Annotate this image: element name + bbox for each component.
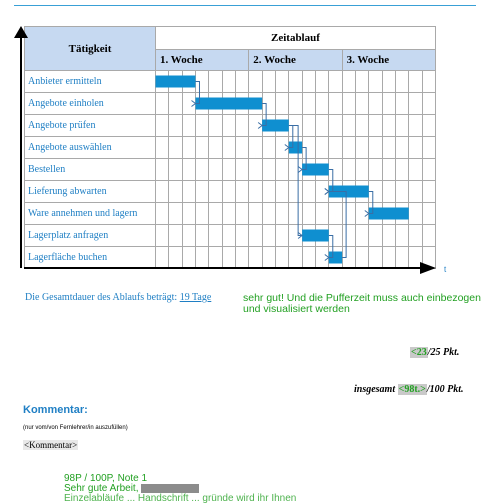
- day-cell: [209, 71, 222, 93]
- time-axis-arrow: [420, 262, 436, 274]
- day-cell: [182, 115, 195, 137]
- day-cell: [422, 93, 435, 115]
- day-cell: [342, 93, 355, 115]
- day-cell: [275, 115, 288, 137]
- day-cell: [249, 247, 262, 269]
- day-cell: [302, 225, 315, 247]
- day-cell: [329, 137, 342, 159]
- activity-row: [25, 203, 436, 225]
- day-cell: [329, 93, 342, 115]
- day-cell: [182, 93, 195, 115]
- day-cell: [195, 247, 208, 269]
- day-cell: [262, 159, 275, 181]
- day-cell: [315, 247, 328, 269]
- day-cell: [409, 137, 422, 159]
- day-cell: [156, 181, 169, 203]
- day-cell: [209, 181, 222, 203]
- day-cell: [422, 203, 435, 225]
- day-cell: [302, 247, 315, 269]
- day-cell: [289, 71, 302, 93]
- day-cell: [195, 159, 208, 181]
- day-cell: [262, 203, 275, 225]
- day-cell: [169, 137, 182, 159]
- day-cell: [169, 71, 182, 93]
- day-cell: [169, 159, 182, 181]
- day-cell: [209, 137, 222, 159]
- day-cell: [209, 115, 222, 137]
- day-cell: [315, 225, 328, 247]
- day-cell: [169, 93, 182, 115]
- day-cell: [382, 203, 395, 225]
- day-cell: [395, 71, 408, 93]
- day-cell: [355, 181, 368, 203]
- activity-row: [25, 115, 436, 137]
- day-cell: [235, 247, 248, 269]
- day-cell: [382, 93, 395, 115]
- day-cell: [262, 115, 275, 137]
- day-cell: [235, 115, 248, 137]
- day-cell: [209, 225, 222, 247]
- day-cell: [329, 159, 342, 181]
- day-cell: [395, 247, 408, 269]
- day-cell: [329, 115, 342, 137]
- day-cell: [329, 71, 342, 93]
- activity-label: Lagerfläche buchen: [25, 247, 156, 269]
- day-cell: [275, 203, 288, 225]
- day-cell: [262, 137, 275, 159]
- day-cell: [209, 247, 222, 269]
- day-cell: [382, 115, 395, 137]
- day-cell: [195, 93, 208, 115]
- day-cell: [395, 93, 408, 115]
- day-cell: [235, 181, 248, 203]
- day-cell: [302, 203, 315, 225]
- day-cell: [169, 115, 182, 137]
- day-cell: [289, 115, 302, 137]
- day-cell: [329, 247, 342, 269]
- day-cell: [409, 225, 422, 247]
- partial-score: [410, 347, 459, 358]
- day-cell: [302, 93, 315, 115]
- day-cell: [182, 225, 195, 247]
- activity-label: Bestellen: [25, 159, 156, 181]
- day-cell: [289, 137, 302, 159]
- day-cell: [382, 159, 395, 181]
- day-cell: [222, 225, 235, 247]
- day-cell: [289, 93, 302, 115]
- day-cell: [275, 247, 288, 269]
- day-cell: [235, 137, 248, 159]
- day-cell: [342, 71, 355, 93]
- day-cell: [209, 93, 222, 115]
- day-cell: [409, 115, 422, 137]
- activity-label: Angebote einholen: [25, 93, 156, 115]
- day-cell: [235, 93, 248, 115]
- day-cell: [156, 225, 169, 247]
- day-cell: [422, 181, 435, 203]
- day-cell: [342, 159, 355, 181]
- day-cell: [355, 93, 368, 115]
- comment-title: Kommentar:: [23, 404, 88, 416]
- day-cell: [369, 247, 382, 269]
- day-cell: [289, 203, 302, 225]
- week-header: 2. Woche: [249, 50, 342, 71]
- day-cell: [235, 71, 248, 93]
- day-cell: [342, 225, 355, 247]
- time-header: Zeitablauf: [156, 27, 436, 50]
- day-cell: [235, 159, 248, 181]
- day-cell: [302, 71, 315, 93]
- partial-score-suffix: /25 Pkt.: [427, 347, 460, 358]
- day-cell: [409, 93, 422, 115]
- day-cell: [382, 247, 395, 269]
- day-cell: [355, 247, 368, 269]
- day-cell: [342, 247, 355, 269]
- day-cell: [315, 181, 328, 203]
- day-cell: [249, 137, 262, 159]
- activity-label: Anbieter ermitteln: [25, 71, 156, 93]
- day-cell: [195, 71, 208, 93]
- day-cell: [369, 181, 382, 203]
- day-cell: [156, 137, 169, 159]
- day-cell: [195, 115, 208, 137]
- time-axis: [24, 267, 428, 269]
- total-score-value: 98: [404, 384, 415, 395]
- day-cell: [422, 159, 435, 181]
- day-cell: [355, 115, 368, 137]
- day-cell: [409, 71, 422, 93]
- day-cell: [235, 203, 248, 225]
- day-cell: [249, 181, 262, 203]
- day-cell: [355, 137, 368, 159]
- day-cell: [342, 181, 355, 203]
- day-cell: [156, 203, 169, 225]
- day-cell: [209, 159, 222, 181]
- day-cell: [395, 181, 408, 203]
- day-cell: [195, 203, 208, 225]
- day-cell: [315, 137, 328, 159]
- day-cell: [422, 71, 435, 93]
- day-cell: [369, 137, 382, 159]
- day-cell: [289, 225, 302, 247]
- top-rule: [14, 5, 476, 6]
- comment-field[interactable]: <Kommentar>: [24, 440, 78, 450]
- day-cell: [342, 137, 355, 159]
- day-cell: [195, 225, 208, 247]
- day-cell: [395, 225, 408, 247]
- day-cell: [195, 137, 208, 159]
- grader-feedback: sehr gut! Und die Pufferzeit muss auch einbezogen und visualisiert werden: [243, 292, 481, 315]
- day-cell: [182, 203, 195, 225]
- day-cell: [275, 159, 288, 181]
- day-cell: [302, 181, 315, 203]
- day-cell: [369, 203, 382, 225]
- final-comment-line1: 98P / 100P, Note 1: [64, 473, 148, 484]
- day-cell: [169, 181, 182, 203]
- day-cell: [169, 225, 182, 247]
- activity-row: [25, 247, 436, 269]
- day-cell: [156, 93, 169, 115]
- day-cell: [422, 115, 435, 137]
- day-cell: [369, 159, 382, 181]
- day-cell: [315, 93, 328, 115]
- day-cell: [222, 137, 235, 159]
- day-cell: [315, 71, 328, 93]
- day-cell: [182, 137, 195, 159]
- day-cell: [315, 159, 328, 181]
- day-cell: [222, 203, 235, 225]
- total-score-label: insgesamt: [354, 384, 396, 395]
- day-cell: [249, 225, 262, 247]
- day-cell: [262, 71, 275, 93]
- duration-value: 19 Tage: [179, 292, 212, 303]
- partial-score-field[interactable]: [410, 347, 428, 358]
- day-cell: [329, 203, 342, 225]
- day-cell: [222, 71, 235, 93]
- day-cell: [156, 159, 169, 181]
- day-cell: [382, 71, 395, 93]
- activity-row: [25, 159, 436, 181]
- day-cell: [275, 225, 288, 247]
- day-cell: [222, 93, 235, 115]
- activity-row: [25, 93, 436, 115]
- activity-row: [25, 71, 436, 93]
- day-cell: [182, 181, 195, 203]
- day-cell: [222, 115, 235, 137]
- duration-line: [25, 292, 211, 303]
- day-cell: [395, 159, 408, 181]
- day-cell: [182, 71, 195, 93]
- day-cell: [235, 225, 248, 247]
- day-cell: [329, 225, 342, 247]
- day-cell: [342, 203, 355, 225]
- day-cell: [262, 225, 275, 247]
- day-cell: [369, 93, 382, 115]
- day-cell: [275, 137, 288, 159]
- day-cell: [289, 181, 302, 203]
- day-cell: [409, 159, 422, 181]
- day-cell: [302, 115, 315, 137]
- day-cell: [355, 225, 368, 247]
- partial-score-value: 23: [416, 347, 427, 358]
- day-cell: [156, 71, 169, 93]
- day-cell: [169, 247, 182, 269]
- day-cell: [422, 137, 435, 159]
- day-cell: [409, 203, 422, 225]
- comment-note: (nur vom/von Fernlehrer/in auszufüllen): [23, 425, 128, 431]
- day-cell: [369, 225, 382, 247]
- day-cell: [382, 225, 395, 247]
- day-cell: [262, 181, 275, 203]
- total-score: [354, 384, 464, 395]
- day-cell: [302, 137, 315, 159]
- day-cell: [249, 71, 262, 93]
- activity-label: Angebote prüfen: [25, 115, 156, 137]
- activity-header: Tätigkeit: [25, 27, 156, 71]
- week-header: 1. Woche: [156, 50, 249, 71]
- day-cell: [302, 159, 315, 181]
- day-cell: [289, 159, 302, 181]
- total-score-prefix: <: [398, 384, 405, 395]
- day-cell: [275, 181, 288, 203]
- day-cell: [249, 159, 262, 181]
- day-cell: [275, 93, 288, 115]
- day-cell: [315, 203, 328, 225]
- day-cell: [342, 115, 355, 137]
- day-cell: [222, 247, 235, 269]
- day-cell: [262, 247, 275, 269]
- y-axis: [20, 36, 22, 268]
- day-cell: [369, 115, 382, 137]
- day-cell: [409, 181, 422, 203]
- day-cell: [262, 93, 275, 115]
- final-comment-line3: Einzelabläufe ... Handschrift ... gründe wird ihr Ihnen: [64, 493, 297, 504]
- day-cell: [222, 181, 235, 203]
- day-cell: [169, 203, 182, 225]
- day-cell: [355, 71, 368, 93]
- redacted-name: [141, 484, 199, 493]
- day-cell: [222, 159, 235, 181]
- day-cell: [156, 247, 169, 269]
- day-cell: [355, 203, 368, 225]
- day-cell: [422, 225, 435, 247]
- day-cell: [329, 181, 342, 203]
- activity-row: [25, 137, 436, 159]
- activity-label: Lieferung abwarten: [25, 181, 156, 203]
- week-header: 3. Woche: [342, 50, 435, 71]
- day-cell: [249, 203, 262, 225]
- day-cell: [382, 181, 395, 203]
- day-cell: [395, 137, 408, 159]
- activity-label: Lagerplatz anfragen: [25, 225, 156, 247]
- activity-label: Ware annehmen und lagern: [25, 203, 156, 225]
- day-cell: [395, 115, 408, 137]
- day-cell: [209, 203, 222, 225]
- day-cell: [369, 71, 382, 93]
- partial-score-prefix: <: [411, 347, 417, 358]
- total-score-ghost: t.>: [414, 384, 426, 395]
- total-score-suffix: /100 Pkt.: [426, 384, 464, 395]
- day-cell: [275, 71, 288, 93]
- day-cell: [249, 93, 262, 115]
- day-cell: [195, 181, 208, 203]
- activity-row: [25, 181, 436, 203]
- activity-label: Angebote auswählen: [25, 137, 156, 159]
- total-score-field[interactable]: [398, 384, 427, 395]
- day-cell: [156, 115, 169, 137]
- final-comment-line2: Sehr gute Arbeit,: [64, 483, 139, 495]
- day-cell: [395, 203, 408, 225]
- activity-row: [25, 225, 436, 247]
- day-cell: [355, 159, 368, 181]
- day-cell: [289, 247, 302, 269]
- duration-label: Die Gesamtdauer des Ablaufs beträgt:: [25, 292, 178, 303]
- gantt-table: [24, 26, 435, 268]
- time-axis-label: t: [444, 265, 447, 274]
- day-cell: [182, 159, 195, 181]
- day-cell: [382, 137, 395, 159]
- day-cell: [315, 115, 328, 137]
- day-cell: [182, 247, 195, 269]
- day-cell: [249, 115, 262, 137]
